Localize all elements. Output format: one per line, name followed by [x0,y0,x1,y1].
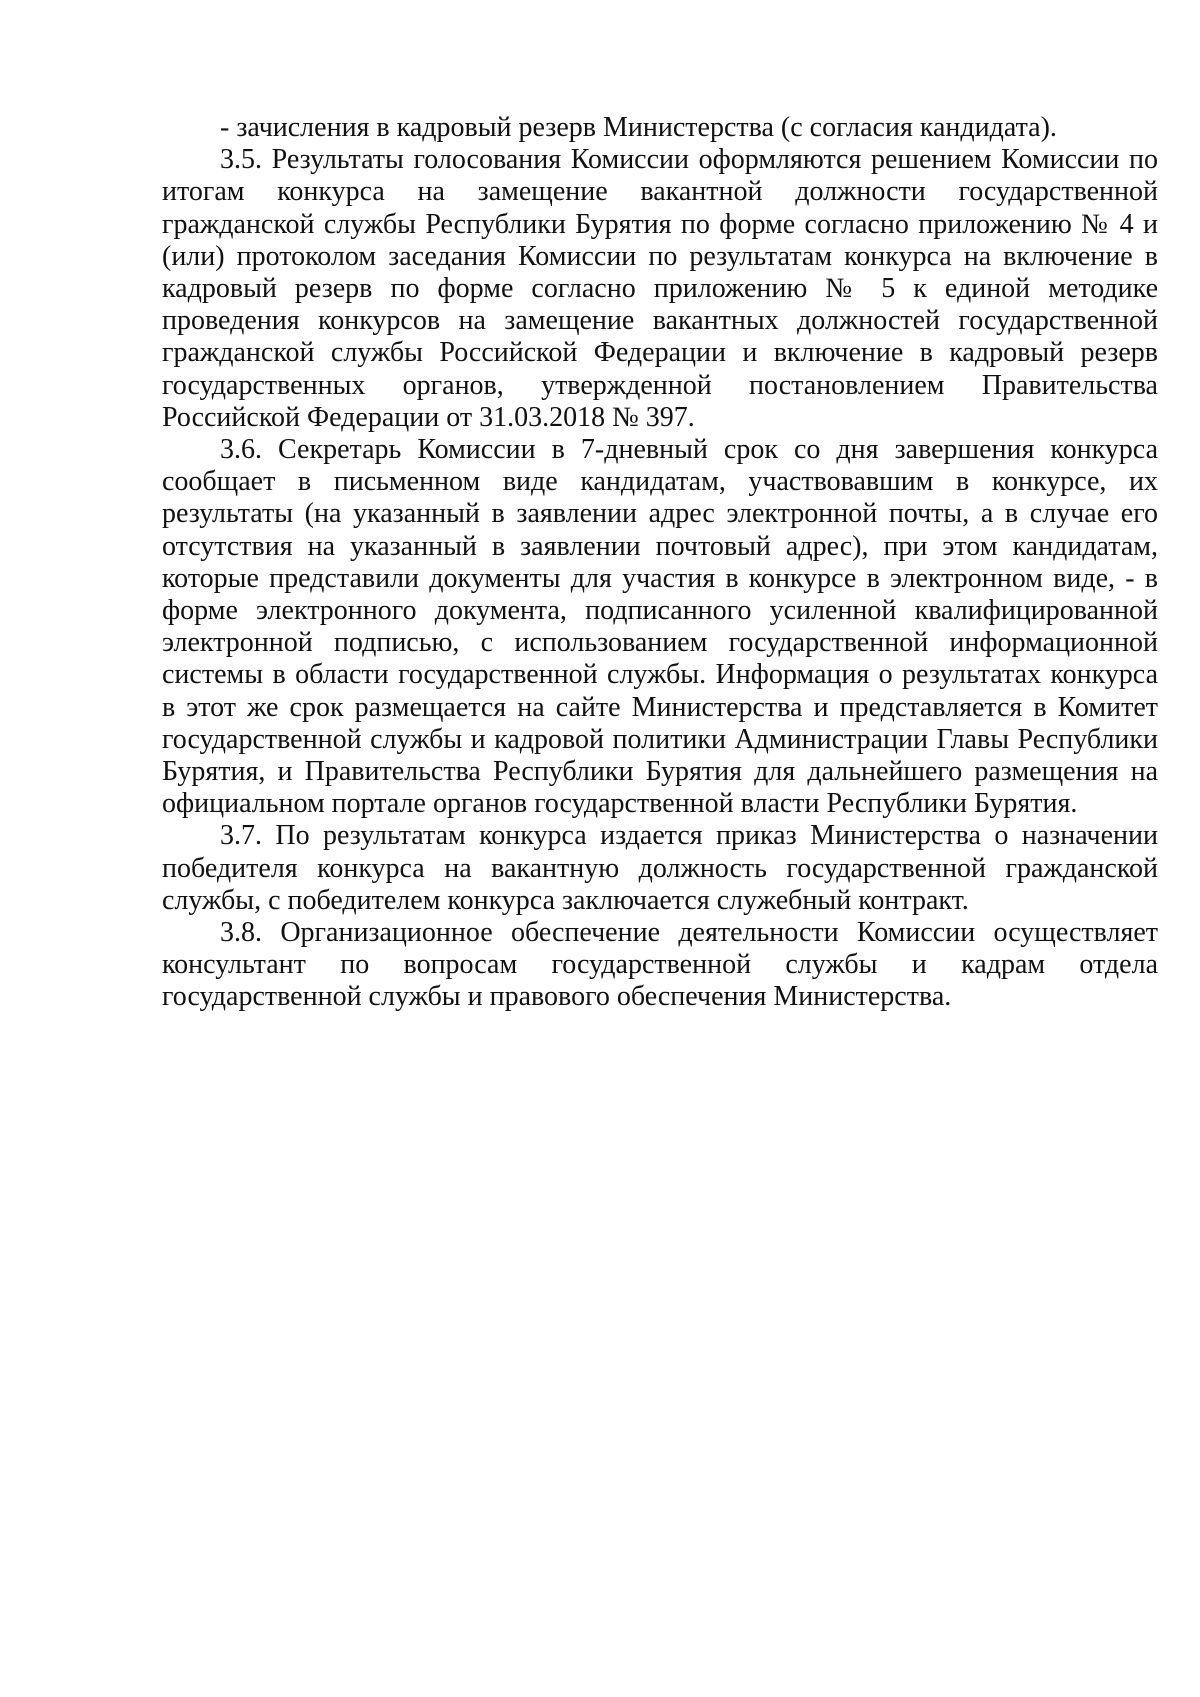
paragraph-3-6: 3.6. Секретарь Комиссии в 7-дневный срок со дня завершения конкурса сообщает в письменном виде кандидатам, участвовавшим в конкурсе, их результаты (на указанный в заявлении адрес электронной почты, а в случае его отсутствия на указанный в заявлении почтовый адрес), при этом кандидатам, которые представили документы для участия в конкурсе в электронном виде, - в форме электронного документа, подписанного усиленной квалифицированной электронной подписью, с использованием государственной информационной системы в области государственной службы. Информация о результатах конкурса в этот же срок размещается на сайте Министерства и представляется в Комитет государственной службы и кадровой политики Администрации Главы Республики Бурятия, и Правительства Республики Бурятия для дальнейшего размещения на официальном портале органов государственной власти Республики Бурятия. [162,434,1158,820]
document-body [162,112,1158,1014]
paragraph-3-7: 3.7. По результатам конкурса издается приказ Министерства о назначении победителя конкурса на вакантную должность государственной гражданской службы, с победителем конкурса заключается служебный контракт. [162,820,1158,916]
paragraph-item-list-bullet: - зачисления в кадровый резерв Министерства (с согласия кандидата). [220,112,1057,143]
paragraph-3-8: 3.8. Организационное обеспечение деятельности Комиссии осуществляет консультант по вопросам государственной службы и кадрам отдела государственной службы и правового обеспечения Министерства. [162,917,1158,1013]
paragraph-3-5: 3.5. Результаты голосования Комиссии оформляются решением Комиссии по итогам конкурса на замещение вакантной должности государственной гражданской службы Республики Бурятия по форме согласно приложению № 4 и (или) протоколом заседания Комиссии по результатам конкурса на включение в кадровый резерв по форме согласно приложению № 5 к единой методике проведения конкурсов на замещение вакантных должностей государственной гражданской службы Российской Федерации и включение в кадровый резерв государственных органов, утвержденной постановлением Правительства Российской Федерации от 31.03.2018 № 397. [162,144,1158,433]
